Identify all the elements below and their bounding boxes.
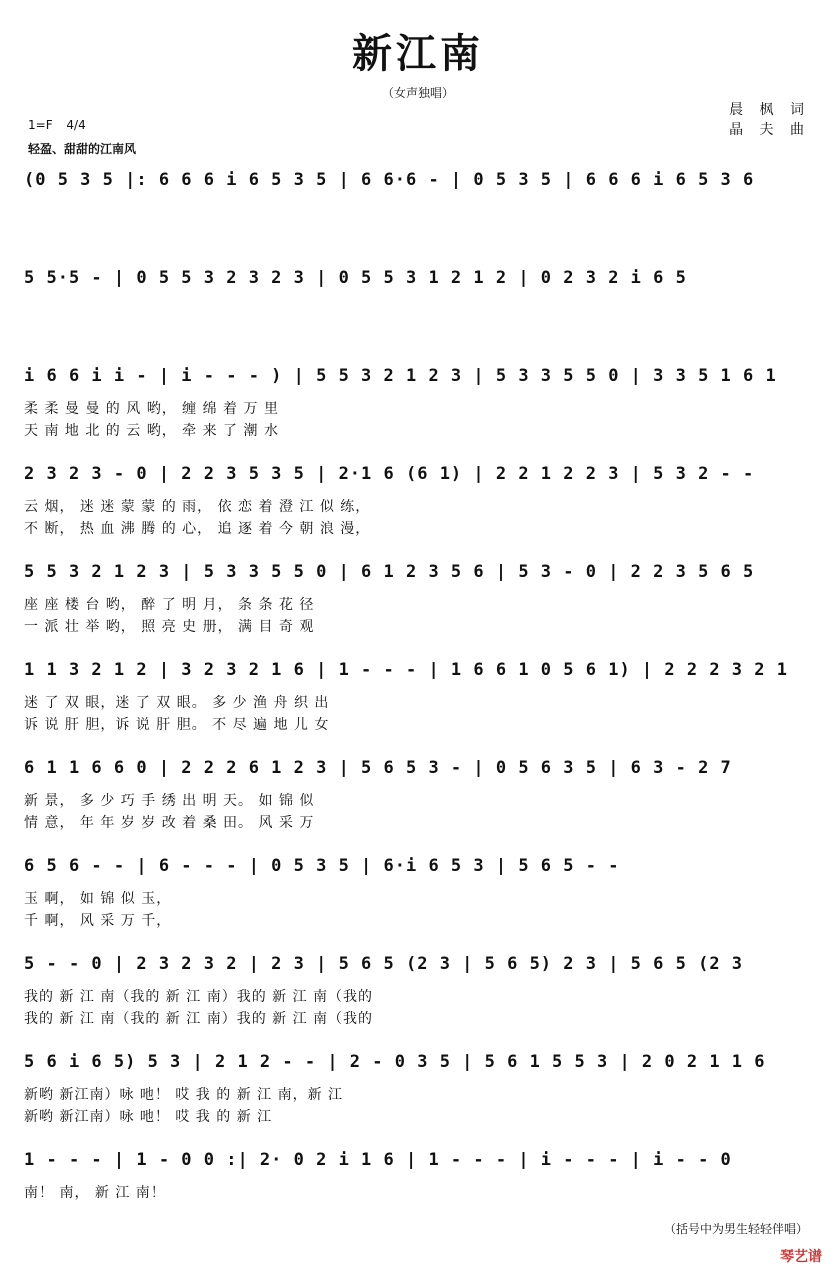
score-line-10: 5 6 i 6 5) 5 3 | 2 1 2 - - | 2 - 0 3 5 | 5 6 1 5 5 3 | 2 0 2 1 1 6 [24, 1052, 766, 1072]
score-line-2: 5 5·5 - | 0 5 5 3 2 3 2 3 | 0 5 5 3 1 2 1 2 | 0 2 3 2 i 6 5 [24, 268, 687, 288]
lyric-line-10-2: 新哟 新江南）咏 吔！ 哎 我 的 新 江 [24, 1109, 273, 1125]
key: 1=F [28, 118, 53, 132]
score-line-6: 1 1 3 2 1 2 | 3 2 3 2 1 6 | 1 - - - | 1 6 6 1 0 5 6 1) | 2 2 2 3 2 1 [24, 660, 788, 680]
score-line-4: 2 3 2 3 - 0 | 2 2 3 5 3 5 | 2·1 6 (6 1) | 2 2 1 2 2 3 | 5 3 2 - - [24, 464, 755, 484]
subtitle: （女声独唱） [381, 86, 454, 100]
lyricist: 晨 枫 词 [729, 102, 810, 118]
lyric-line-5-2: 一 派 壮 举 哟， 照 亮 史 册， 满 目 奇 观 [24, 619, 315, 635]
lyric-line-11-1: 南！ 南， 新 江 南！ [24, 1185, 166, 1201]
lyric-line-8-1: 玉 啊， 如 锦 似 玉， [24, 891, 172, 907]
lyric-line-3-2: 天 南 地 北 的 云 哟， 牵 来 了 潮 水 [24, 423, 279, 439]
lyric-line-9-1: 我的 新 江 南（我的 新 江 南）我的 新 江 南（我的 [24, 989, 374, 1005]
score-line-11: 1 - - - | 1 - 0 0 :| 2· 0 2 i 1 6 | 1 - - - | i - - - | i - - 0 [24, 1150, 732, 1170]
lyric-line-10-1: 新哟 新江南）咏 吔！ 哎 我 的 新 江 南，新 江 [24, 1087, 344, 1103]
footnote: （括号中为男生轻轻伴唱） [663, 1222, 808, 1236]
score-line-7: 6 1 1 6 6 0 | 2 2 2 6 1 2 3 | 5 6 5 3 - | 0 5 6 3 5 | 6 3 - 2 7 [24, 758, 732, 778]
score-line-1: (0 5 3 5 |: 6 6 6 i 6 5 3 5 | 6 6·6 - | 0 5 3 5 | 6 6 6 i 6 5 3 6 [24, 170, 755, 190]
key-signature [28, 118, 86, 132]
lyric-line-6-2: 诉 说 肝 胆，诉 说 肝 胆。 不 尽 遍 地 儿 女 [24, 717, 330, 733]
credits [729, 100, 810, 140]
time-signature: 4/4 [66, 118, 86, 132]
score-line-9: 5 - - 0 | 2 3 2 3 2 | 2 3 | 5 6 5 (2 3 | 5 6 5) 2 3 | 5 6 5 (2 3 [24, 954, 744, 974]
lyric-line-5-1: 座 座 楼 台 哟， 醉 了 明 月， 条 条 花 径 [24, 597, 315, 613]
tempo-mark: 轻盈、甜甜的江南风 [28, 142, 137, 156]
page-title: 新江南 [352, 30, 484, 77]
composer: 晶 夫 曲 [729, 122, 810, 138]
lyric-line-4-2: 不 断， 热 血 沸 腾 的 心， 追 逐 着 今 朝 浪 漫， [24, 521, 371, 537]
lyric-line-8-2: 千 啊， 风 采 万 千， [24, 913, 172, 929]
lyric-line-6-1: 迷 了 双 眼，迷 了 双 眼。 多 少 渔 舟 织 出 [24, 695, 330, 711]
lyric-line-9-2: 我的 新 江 南（我的 新 江 南）我的 新 江 南（我的 [24, 1011, 374, 1027]
lyric-line-7-2: 情 意， 年 年 岁 岁 改 着 桑 田。 风 采 万 [24, 815, 315, 831]
score-line-8: 6 5 6 - - | 6 - - - | 0 5 3 5 | 6·i 6 5 3 | 5 6 5 - - [24, 856, 620, 876]
lyric-line-3-1: 柔 柔 曼 曼 的 风 哟， 缠 绵 着 万 里 [24, 401, 279, 417]
score-line-3: i 6 6 i i - | i - - - ) | 5 5 3 2 1 2 3 | 5 3 3 5 5 0 | 3 3 5 1 6 1 [24, 366, 777, 386]
lyric-line-7-1: 新 景， 多 少 巧 手 绣 出 明 天。 如 锦 似 [24, 793, 315, 809]
site-logo: 琴艺谱 [780, 1249, 822, 1265]
lyric-line-4-1: 云 烟， 迷 迷 蒙 蒙 的 雨， 依 恋 着 澄 江 似 练， [24, 499, 371, 515]
score-line-5: 5 5 3 2 1 2 3 | 5 3 3 5 5 0 | 6 1 2 3 5 6 | 5 3 - 0 | 2 2 3 5 6 5 [24, 562, 755, 582]
